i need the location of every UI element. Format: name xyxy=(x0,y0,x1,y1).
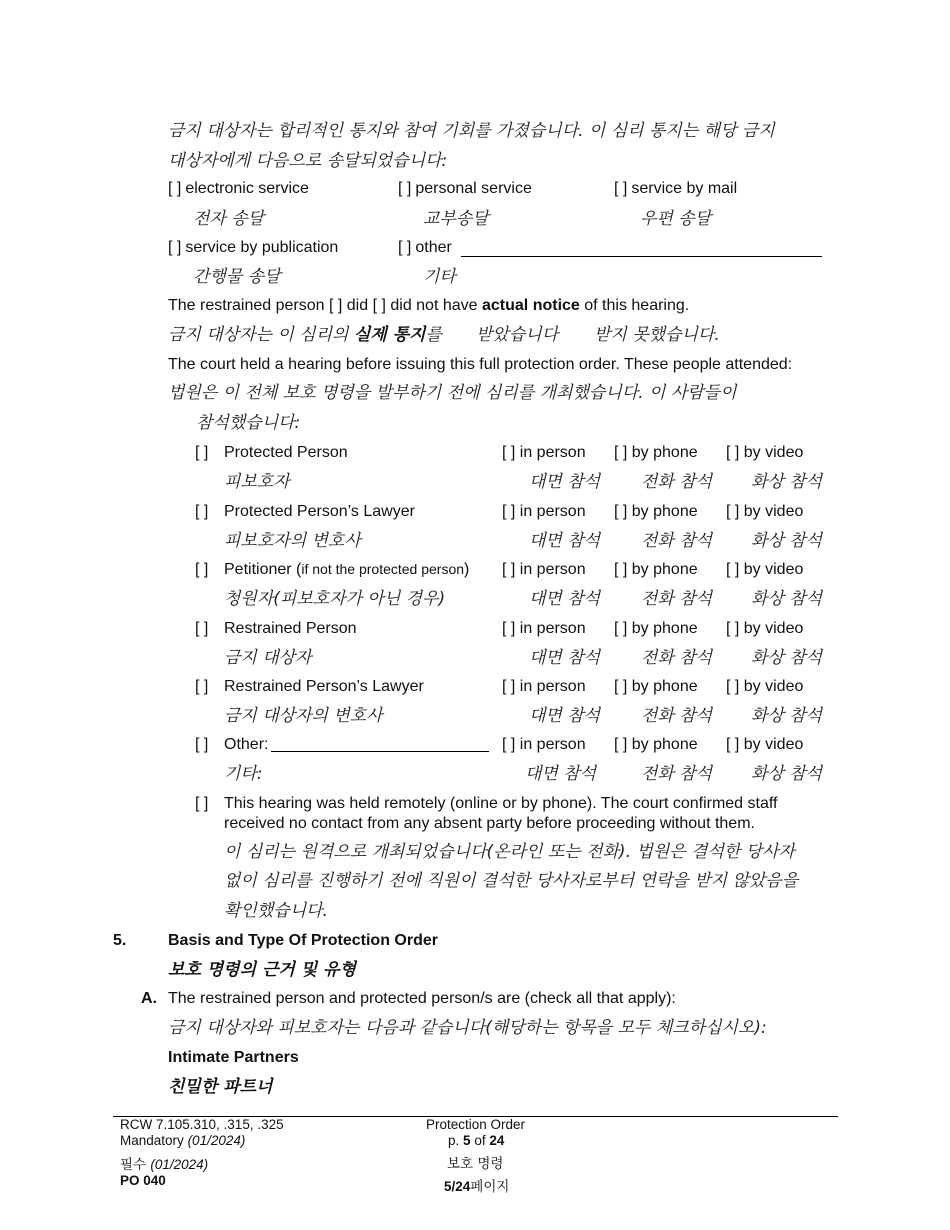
attend-in-person-ko: 대면 참석 xyxy=(529,589,601,609)
attend-in-person-option[interactable]: [ ] in person xyxy=(502,444,586,461)
attendee-label-ko: 금지 대상자의 변호사 xyxy=(224,706,383,726)
notice-did-not-ko: 받지 못했습니다. xyxy=(594,325,720,345)
attend-in-person-option[interactable]: [ ] in person xyxy=(502,503,586,520)
intro-ko-line1: 금지 대상자는 합리적인 통지와 참여 기회를 가졌습니다. 이 심리 통지는 해당 금지 xyxy=(168,121,775,141)
attend-in-person-ko: 대면 참석 xyxy=(525,764,597,784)
attend-by-video-ko: 화상 참석 xyxy=(751,764,823,784)
attendee-label: Restrained Person’s Lawyer xyxy=(224,678,424,695)
actual-notice-ko-prefix: 금지 대상자는 이 심리의 실제 통지를 xyxy=(168,325,442,345)
attendee-label-ko: 청원자(피보호자가 아닌 경우) xyxy=(224,589,446,609)
attend-by-video-option[interactable]: [ ] by video xyxy=(726,444,804,461)
service-personal[interactable]: [ ] personal service xyxy=(398,180,532,197)
checkbox[interactable]: [ ] xyxy=(614,180,628,197)
attend-by-phone-ko: 전화 참석 xyxy=(641,589,713,609)
checkbox[interactable]: [ ] xyxy=(168,239,182,256)
intimate-partners-heading: Intimate Partners xyxy=(168,1049,299,1066)
attend-by-video-ko: 화상 참석 xyxy=(751,531,823,551)
subsection-text: The restrained person and protected person/s are (check all that apply): xyxy=(168,990,676,1007)
attend-by-video-ko: 화상 참석 xyxy=(751,706,823,726)
footer-form-number: PO 040 xyxy=(120,1173,166,1188)
footer-mandatory: Mandatory (01/2024) xyxy=(120,1133,246,1148)
service-publication-ko: 간행물 송달 xyxy=(193,267,281,287)
service-personal-ko: 교부송달 xyxy=(423,209,489,229)
section-number: 5. xyxy=(113,932,127,949)
attendee-label: Other: xyxy=(224,736,269,753)
intimate-partners-heading-ko: 친밀한 파트너 xyxy=(168,1077,273,1097)
attend-in-person-option[interactable]: [ ] in person xyxy=(502,620,586,637)
remote-checkbox[interactable]: [ ] xyxy=(195,795,209,812)
footer-page-ko: 5/24페이지 xyxy=(444,1179,510,1195)
attendee-label-ko: 기타: xyxy=(224,764,263,784)
footer-mandatory-ko: 필수 (01/2024) xyxy=(120,1157,209,1173)
attend-by-video-option[interactable]: [ ] by video xyxy=(726,561,804,578)
attend-by-phone-option[interactable]: [ ] by phone xyxy=(614,736,698,753)
footer-rcw: RCW 7.105.310, .315, .325 xyxy=(120,1117,284,1132)
notice-did-ko: 받았습니다 xyxy=(476,325,559,345)
service-other-input-line[interactable] xyxy=(461,256,822,257)
service-electronic-ko: 전자 송달 xyxy=(193,209,265,229)
attendee-label: Restrained Person xyxy=(224,620,357,637)
attend-by-video-option[interactable]: [ ] by video xyxy=(726,620,804,637)
actual-notice-line: The restrained person [ ] did [ ] did not have actual notice of this hearing. xyxy=(168,297,690,314)
attendee-checkbox[interactable]: [ ] xyxy=(195,503,209,520)
intro-ko-line2: 대상자에게 다음으로 송달되었습니다: xyxy=(168,151,448,171)
attend-by-phone-option[interactable]: [ ] by phone xyxy=(614,444,698,461)
attendee-other-input-line[interactable] xyxy=(271,751,489,752)
attendee-checkbox[interactable]: [ ] xyxy=(195,678,209,695)
footer-title-ko: 보호 명령 xyxy=(447,1156,504,1172)
section-title-ko: 보호 명령의 근거 및 유형 xyxy=(168,960,356,980)
checkbox[interactable]: [ ] xyxy=(398,180,412,197)
attend-in-person-ko: 대면 참석 xyxy=(529,472,601,492)
footer-title: Protection Order xyxy=(426,1117,526,1132)
attendee-checkbox[interactable]: [ ] xyxy=(195,561,209,578)
remote-ko-line3: 확인했습니다. xyxy=(224,901,328,921)
hearing-statement-ko-line2: 참석했습니다: xyxy=(196,413,301,433)
remote-ko-line2: 없이 심리를 진행하기 전에 직원이 결석한 당사자로부터 연락을 받지 않았음을 xyxy=(224,871,799,891)
notice-did-not-checkbox[interactable]: [ ] did not have xyxy=(372,297,478,314)
attend-in-person-option[interactable]: [ ] in person xyxy=(502,736,586,753)
attend-by-video-ko: 화상 참석 xyxy=(751,648,823,668)
attend-by-video-option[interactable]: [ ] by video xyxy=(726,678,804,695)
attend-by-video-ko: 화상 참석 xyxy=(751,472,823,492)
service-other-ko: 기타 xyxy=(423,267,456,287)
service-mail-ko: 우편 송달 xyxy=(640,209,712,229)
remote-ko-line1: 이 심리는 원격으로 개최되었습니다(온라인 또는 전화). 법원은 결석한 당사자 xyxy=(224,842,795,862)
attendee-checkbox[interactable]: [ ] xyxy=(195,620,209,637)
attend-by-phone-ko: 전화 참석 xyxy=(641,531,713,551)
service-publication[interactable]: [ ] service by publication xyxy=(168,239,339,256)
attend-by-video-option[interactable]: [ ] by video xyxy=(726,736,804,753)
attend-by-video-ko: 화상 참석 xyxy=(751,589,823,609)
service-other[interactable]: [ ] other xyxy=(398,239,452,256)
attend-in-person-option[interactable]: [ ] in person xyxy=(502,678,586,695)
checkbox[interactable]: [ ] xyxy=(168,180,182,197)
subsection-text-ko: 금지 대상자와 피보호자는 다음과 같습니다(해당하는 항목을 모두 체크하십시오): xyxy=(168,1018,767,1038)
attend-by-phone-option[interactable]: [ ] by phone xyxy=(614,503,698,520)
attend-in-person-ko: 대면 참석 xyxy=(529,648,601,668)
remote-en-line1: This hearing was held remotely (online or by phone). The court confirmed staff xyxy=(224,795,778,812)
attend-by-phone-option[interactable]: [ ] by phone xyxy=(614,620,698,637)
remote-en-line2: received no contact from any absent party before proceeding without them. xyxy=(224,815,755,832)
attendee-label: Protected Person xyxy=(224,444,348,461)
attendee-label-ko: 피보호자의 변호사 xyxy=(224,531,361,551)
attend-by-phone-ko: 전화 참석 xyxy=(641,764,713,784)
hearing-statement: The court held a hearing before issuing this full protection order. These people attended: xyxy=(168,356,793,373)
attend-by-phone-ko: 전화 참석 xyxy=(641,472,713,492)
attendee-label-ko: 피보호자 xyxy=(224,472,290,492)
footer-page: p. 5 of 24 xyxy=(448,1133,505,1148)
attendee-label: Petitioner (if not the protected person) xyxy=(224,561,470,578)
attend-in-person-ko: 대면 참석 xyxy=(529,706,601,726)
attend-by-phone-ko: 전화 참석 xyxy=(641,648,713,668)
attendee-checkbox[interactable]: [ ] xyxy=(195,736,209,753)
checkbox[interactable]: [ ] xyxy=(398,239,412,256)
subsection-label: A. xyxy=(141,990,157,1007)
service-electronic[interactable]: [ ] electronic service xyxy=(168,180,309,197)
section-title: Basis and Type Of Protection Order xyxy=(168,932,438,949)
attendee-label-ko: 금지 대상자 xyxy=(224,648,312,668)
attend-by-phone-ko: 전화 참석 xyxy=(641,706,713,726)
service-mail[interactable]: [ ] service by mail xyxy=(614,180,738,197)
attendee-checkbox[interactable]: [ ] xyxy=(195,444,209,461)
attend-by-phone-option[interactable]: [ ] by phone xyxy=(614,678,698,695)
attendee-label: Protected Person’s Lawyer xyxy=(224,503,415,520)
attend-in-person-option[interactable]: [ ] in person xyxy=(502,561,586,578)
attend-in-person-ko: 대면 참석 xyxy=(529,531,601,551)
notice-did-checkbox[interactable]: [ ] did xyxy=(328,297,369,314)
attend-by-phone-option[interactable]: [ ] by phone xyxy=(614,561,698,578)
hearing-statement-ko-line1: 법원은 이 전체 보호 명령을 발부하기 전에 심리를 개최했습니다. 이 사람들이 xyxy=(168,383,737,403)
attend-by-video-option[interactable]: [ ] by video xyxy=(726,503,804,520)
